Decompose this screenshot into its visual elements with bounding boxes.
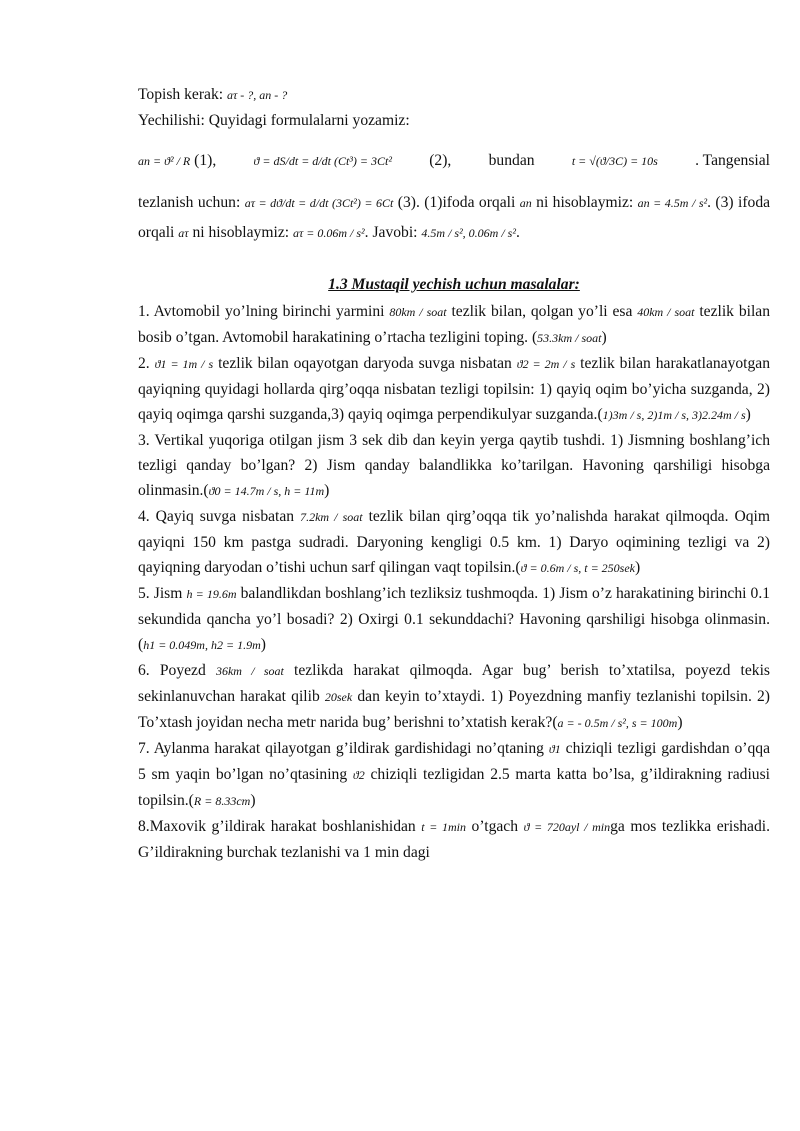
p7-formula-1: ϑ1	[548, 742, 561, 756]
answer-value: 4.5m / s², 0.06m / s²	[421, 226, 516, 240]
document-page	[138, 82, 770, 865]
formula-2: ϑ = dS/dt = d/dt (Ct³) = 3Ct²	[253, 153, 392, 168]
bundan-word: bundan	[488, 152, 535, 169]
find-line	[138, 82, 770, 108]
p7-answer: R = 8.33cm	[193, 794, 251, 808]
p1-text-c: tezlik bilan bosib o’tgan. Avtomobil harakatining o’rtacha tezligini toping. (	[138, 303, 770, 346]
line3-c: ni hisoblaymiz:	[536, 194, 634, 211]
p2-text-b: tezlik bilan oqayotgan daryoda suvga nisbatan	[218, 355, 512, 372]
p1-formula-1: 80km / soat	[389, 305, 447, 319]
line3-b: (3). (1)ifoda orqali	[397, 194, 516, 211]
p1-text-d: )	[601, 329, 607, 346]
p7-text-a: 7. Aylanma harakat qilayotgan g’ildirak gardishidagi no’qtaning	[138, 740, 544, 757]
p6-answer: a = - 0.5m / s², s = 100m	[557, 716, 678, 730]
section-title: 1.3 Mustaqil yechish uchun masalalar:	[328, 276, 580, 293]
p2-text-c: tezlik bilan harakatlanayotgan qayiqning quyidagi hollarda qirg’oqqa nisbatan tezligi topilsin: 1) qayiq oqim bo’yicha suzganda, 2) qayiq oqimga qarshi suzganda,3) qayiq oqimga perpendikulyar suzganda.(	[138, 355, 771, 423]
problem-6	[138, 658, 770, 736]
formula-2-ref: (2),	[429, 152, 452, 169]
line3-a: tezlanish uchun:	[138, 194, 241, 211]
p8-formula-1: t = 1min	[421, 820, 466, 834]
p7-text-d: )	[250, 792, 256, 809]
p8-formula-2: ϑ = 720ayl / min	[523, 820, 611, 834]
an-value: an = 4.5m / s²	[637, 196, 708, 210]
problem-2	[138, 351, 770, 428]
p6-text-b: tezlikda harakat qilmoqda. Agar bug’ berish to’xtatilsa, poyezd tekis sekinlanuvchan harakat qilib	[138, 662, 770, 705]
p5-formula-1: h = 19.6m	[186, 587, 237, 601]
p6-text-a: 6. Poyezd	[138, 662, 206, 679]
problem-8	[138, 814, 770, 865]
p6-formula-2: 20sek	[324, 690, 353, 704]
p8-text-b: o’tgach	[471, 818, 519, 835]
p6-formula-1: 36km / soat	[215, 664, 284, 678]
problem-1	[138, 299, 770, 351]
formula-4: aτ = dϑ/dt = d/dt (3Ct²) = 6Ct	[244, 196, 394, 210]
p2-text-d: )	[745, 406, 751, 423]
p3-answer: ϑ0 = 14.7m / s, h = 11m	[208, 484, 325, 498]
p2-text-a: 2.	[138, 355, 150, 372]
p5-text-b: balandlikdan boshlang’ich tezliksiz tushmoqda. 1) Jism o’z harakatining birinchi 0.1 sekundida qancha yo’l bosadi? 2) Oxirgi 0.1 sekunddachi? Havoning qarshiligi hisobga olinmasin.(	[138, 585, 771, 653]
p1-formula-2: 40km / soat	[637, 305, 695, 319]
problem-3	[138, 428, 770, 504]
answer-end: .	[515, 224, 520, 241]
p7-formula-2: ϑ2	[352, 768, 365, 782]
find-label: Topish kerak:	[138, 86, 224, 103]
problem-7	[138, 736, 770, 814]
at-symbol: aτ	[178, 226, 189, 240]
p5-answer: h1 = 0.049m, h2 = 1.9m	[143, 638, 261, 652]
p4-text-b: tezlik bilan qirg’oqqa tik yo’nalishda harakat qilmoqda. Oqim qayiqni 150 km pastga sudradi. Daryoning kengligi 0.5 km. 1) Daryo oqimining tezligi va 2) qayiqning daryodan o’tishi uchun sarf qilingan vaqt topilsin.(	[138, 508, 770, 576]
p1-text-a: 1. Avtomobil yo’lning birinchi yarmini	[138, 303, 385, 320]
p2-formula-1: ϑ1 = 1m / s	[154, 357, 214, 371]
intro-paragraph	[138, 188, 770, 248]
formula-1-ref: (1),	[194, 152, 217, 169]
at-value: aτ = 0.06m / s²	[292, 226, 365, 240]
p8-text-c: ga mos tezlikka erishadi. G’ildirakning burchak tezlanishi va 1 min dagi	[138, 818, 771, 861]
p4-formula-1: 7.2km / soat	[300, 510, 363, 524]
problem-4	[138, 504, 770, 581]
p2-formula-2: ϑ2 = 2m / s	[516, 357, 576, 371]
p7-text-c: chiziqli tezligidan 2.5 marta katta bo’lsa, g’ildirakning radiusi topilsin.(	[138, 766, 770, 809]
p6-text-c: dan keyin to’xtaydi. 1) Poyezdning manfiy tezlanishi topilsin. 2) To’xtash joyidan necha metr narida bug’ berishni to’xtatish kerak?(	[138, 688, 770, 731]
solution-label: Yechilishi: Quyidagi formulalarni yozamiz:	[138, 112, 410, 129]
p4-text-d: )	[635, 559, 641, 576]
p6-text-d: )	[677, 714, 683, 731]
p3-text-d: )	[324, 482, 330, 499]
p7-text-b: chiziqli tezligi gardishdan o’qqa 5 sm yaqin bo’lgan no’qtasining	[138, 740, 771, 783]
p3-text-a: 3. Vertikal yuqoriga otilgan jism 3 sek dib dan keyin yerga qaytib tushdi. 1) Jismning boshlang’ich tezligi qanday bo’lgan? 2) Jism qanday balandlikka ko’tarilgan. Havoning qarshiligi hisobga olinmasin.(	[138, 432, 770, 499]
p2-answer: 1)3m / s, 2)1m / s, 3)2.24m / s	[602, 408, 746, 422]
formula-3: t = √(ϑ/3C) = 10s	[571, 153, 658, 168]
p5-text-a: 5. Jism	[138, 585, 183, 602]
an-symbol: an	[519, 196, 532, 210]
formula-row	[138, 134, 770, 188]
line4-b: ni hisoblaymiz:	[192, 224, 290, 241]
formula-1-group	[138, 152, 216, 170]
p5-text-d: )	[260, 636, 266, 653]
find-formula: aτ - ?, an - ?	[227, 88, 288, 102]
p8-text-a: 8.Maxovik g’ildirak harakat boshlanishidan	[138, 818, 416, 835]
p1-answer: 53.3km / soat	[537, 331, 602, 345]
problem-5	[138, 581, 770, 658]
line4-a: . (3) ifoda orqali	[138, 194, 771, 241]
p4-text-a: 4. Qayiq suvga nisbatan	[138, 508, 295, 525]
formula-1: an = ϑ² / R	[138, 154, 191, 168]
line4-c: . Javobi:	[364, 224, 418, 241]
tangensial-word: . Tangensial	[695, 152, 770, 169]
p4-answer: ϑ = 0.6m / s, t = 250sek	[520, 561, 635, 575]
p1-text-b: tezlik bilan, qolgan yo’li esa	[451, 303, 633, 320]
